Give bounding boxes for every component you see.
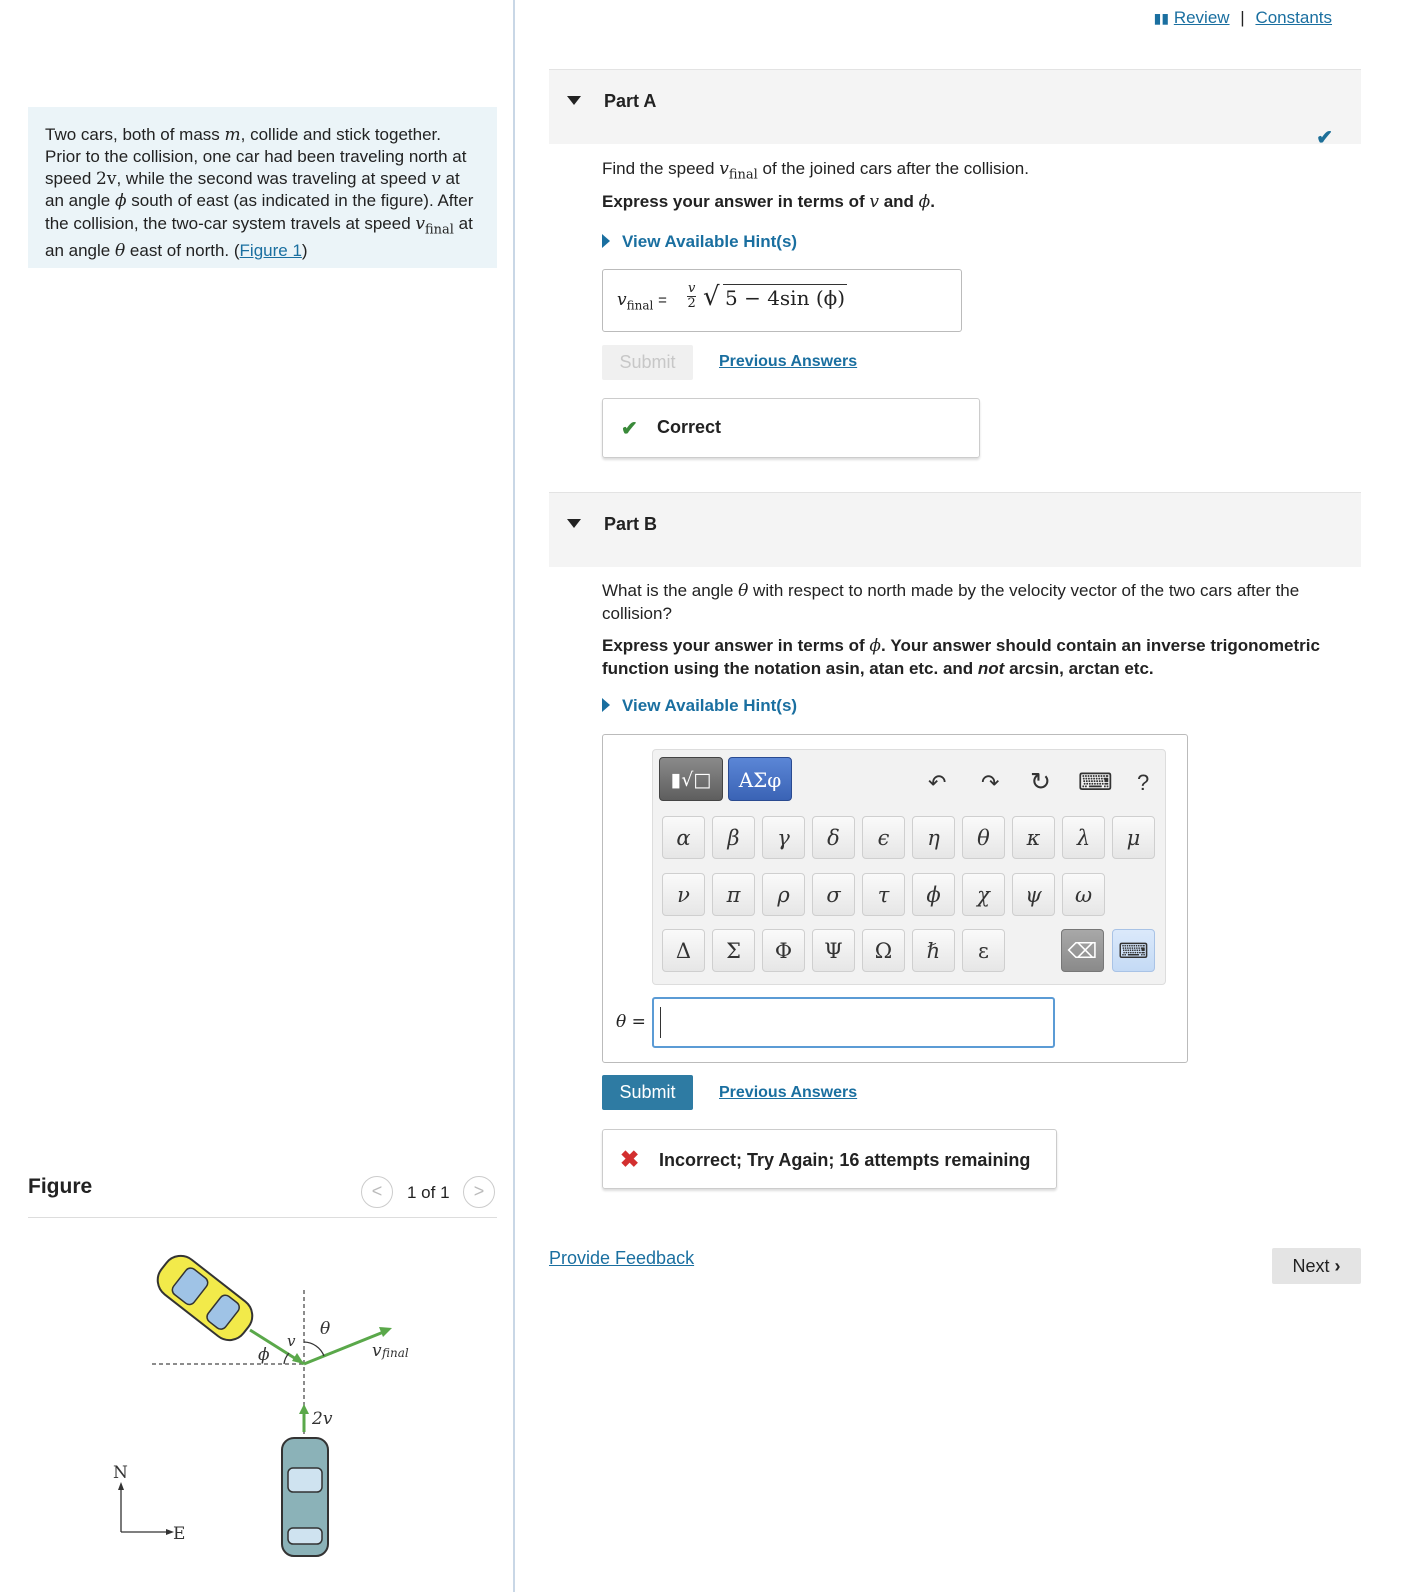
checkmark-icon: ✔ bbox=[1316, 127, 1333, 149]
theta-answer-input[interactable] bbox=[652, 997, 1055, 1048]
answer-lhs: $v_{final}$ = bbox=[617, 290, 667, 313]
greek-key[interactable]: σ bbox=[812, 873, 855, 916]
greek-key[interactable]: ρ bbox=[762, 873, 805, 916]
chevron-right-icon: › bbox=[1334, 1256, 1341, 1276]
collapse-triangle-icon bbox=[567, 96, 581, 105]
part-b-question: What is the angle θ with respect to north made by the velocity vector of the two cars after the collision? bbox=[602, 581, 1300, 623]
greek-key[interactable]: δ bbox=[812, 816, 855, 859]
templates-button[interactable]: ▮√□ bbox=[659, 757, 723, 801]
greek-key[interactable]: θ bbox=[962, 816, 1005, 859]
greek-key[interactable]: π bbox=[712, 873, 755, 916]
theta-input-label: θ = bbox=[616, 1012, 646, 1032]
figure-rule bbox=[28, 1217, 497, 1218]
part-a-previous-answers-link[interactable]: Previous Answers bbox=[719, 353, 858, 370]
figure-next-button[interactable]: > bbox=[463, 1176, 495, 1208]
greek-key[interactable]: λ bbox=[1062, 816, 1105, 859]
greek-key[interactable]: κ bbox=[1012, 816, 1055, 859]
top-links bbox=[1154, 8, 1332, 28]
next-button[interactable]: Next › bbox=[1272, 1248, 1361, 1284]
correct-check-icon: ✔ bbox=[621, 418, 638, 440]
greek-key[interactable]: ϕ bbox=[912, 873, 955, 916]
greek-key[interactable]: Ω bbox=[862, 929, 905, 972]
problem-statement: Two cars, both of mass m, collide and stick together. Prior to the collision, one car had been traveling north at speed 2v, while the second was traveling at speed v at an angle ϕ south of east (as indicated in the figure). After the collision, the two-car system travels at speed $v_{final}$ at an angle θ east of north. (Figure 1) bbox=[28, 107, 497, 268]
yellow-car-icon bbox=[150, 1249, 259, 1348]
part-a-feedback: ✔ Correct bbox=[602, 398, 980, 458]
part-a-header[interactable] bbox=[549, 69, 1361, 149]
greek-key[interactable]: Σ bbox=[712, 929, 755, 972]
figure-link[interactable]: Figure 1 bbox=[239, 241, 302, 261]
link-separator: | bbox=[1240, 8, 1245, 27]
backspace-button[interactable]: ⌫ bbox=[1061, 929, 1104, 972]
part-b-header[interactable] bbox=[549, 492, 1361, 567]
provide-feedback-link[interactable]: Provide Feedback bbox=[549, 1248, 695, 1268]
part-b-hint-toggle[interactable]: View Available Hint(s) bbox=[602, 696, 797, 716]
expand-triangle-icon bbox=[602, 698, 610, 712]
figure-prev-button[interactable]: < bbox=[361, 1176, 393, 1208]
review-link[interactable]: Review bbox=[1173, 8, 1230, 27]
blue-car-icon bbox=[282, 1438, 328, 1556]
fig-label-theta: θ bbox=[320, 1319, 331, 1339]
greek-key[interactable]: ω bbox=[1062, 873, 1105, 916]
greek-key[interactable]: Ψ bbox=[812, 929, 855, 972]
part-b-previous-answers-link[interactable]: Previous Answers bbox=[719, 1084, 858, 1101]
part-a-answer-box bbox=[602, 269, 962, 332]
greek-key[interactable]: χ bbox=[962, 873, 1005, 916]
greek-key[interactable]: Δ bbox=[662, 929, 705, 972]
keyboard-toggle-button[interactable]: ⌨ bbox=[1112, 929, 1155, 972]
part-a-instruction: Express your answer in terms of v and ϕ. bbox=[602, 192, 935, 212]
reset-icon[interactable]: ↻ bbox=[1030, 768, 1051, 796]
part-b-submit-button[interactable]: Submit bbox=[602, 1075, 693, 1110]
fig-label-v: v bbox=[287, 1332, 296, 1350]
greek-key[interactable]: ℏ bbox=[912, 929, 955, 972]
figure-pager: 1 of 1 bbox=[407, 1183, 450, 1202]
part-b-instruction: Express your answer in terms of ϕ. Your answer should contain an inverse trigonometric function using the notation asin, atan etc. and not arcsin, arctan etc. bbox=[602, 636, 1320, 678]
fig-label-phi: ϕ bbox=[258, 1345, 270, 1365]
incorrect-x-icon: ✖ bbox=[620, 1146, 640, 1172]
text-cursor bbox=[660, 1007, 661, 1038]
greek-key[interactable]: β bbox=[712, 816, 755, 859]
fig-label-2v: 2v bbox=[312, 1409, 333, 1429]
panel-divider bbox=[513, 0, 515, 1592]
redo-icon[interactable]: ↷ bbox=[981, 770, 1000, 795]
expand-triangle-icon bbox=[602, 234, 610, 248]
part-a-hint-toggle[interactable]: View Available Hint(s) bbox=[602, 232, 797, 252]
compass-e-label: E bbox=[173, 1524, 186, 1544]
fig-label-vfinal-sub: final bbox=[382, 1346, 409, 1360]
greek-symbols-button[interactable]: ΑΣφ bbox=[728, 757, 792, 801]
answer-radicand: 5 − 4sin (ϕ) bbox=[725, 286, 846, 310]
part-b-title: Part B bbox=[604, 514, 658, 534]
greek-key[interactable]: α bbox=[662, 816, 705, 859]
greek-key[interactable]: γ bbox=[762, 816, 805, 859]
greek-key[interactable]: ν bbox=[662, 873, 705, 916]
greek-key[interactable]: ε bbox=[962, 929, 1005, 972]
greek-key[interactable]: ψ bbox=[1012, 873, 1055, 916]
greek-key[interactable]: η bbox=[912, 816, 955, 859]
greek-key[interactable]: ϵ bbox=[862, 816, 905, 859]
constants-link[interactable]: Constants bbox=[1255, 8, 1332, 27]
fig-label-vfinal: v bbox=[372, 1341, 382, 1361]
part-b-feedback: ✖ Incorrect; Try Again; 16 attempts remaining bbox=[602, 1129, 1057, 1189]
compass-n-label: N bbox=[113, 1463, 128, 1483]
help-icon[interactable]: ? bbox=[1137, 770, 1150, 795]
part-a-title: Part A bbox=[604, 91, 657, 111]
figure-title: Figure bbox=[28, 1175, 93, 1198]
answer-fraction: v 2 bbox=[687, 281, 696, 311]
sqrt-icon: √ bbox=[703, 282, 720, 312]
part-a-question: Find the speed $v_{final}$ of the joined cars after the collision. bbox=[602, 159, 1029, 183]
greek-key[interactable]: τ bbox=[862, 873, 905, 916]
part-a-submit-button[interactable]: Submit bbox=[602, 345, 693, 380]
collapse-triangle-icon bbox=[567, 519, 581, 528]
greek-key[interactable]: Φ bbox=[762, 929, 805, 972]
greek-key[interactable]: μ bbox=[1112, 816, 1155, 859]
collision-figure bbox=[100, 1240, 430, 1570]
book-icon: ▮▮ bbox=[1153, 10, 1170, 26]
keyboard-shortcuts-icon[interactable]: ⌨ bbox=[1078, 769, 1113, 796]
undo-icon[interactable]: ↶ bbox=[928, 770, 947, 795]
